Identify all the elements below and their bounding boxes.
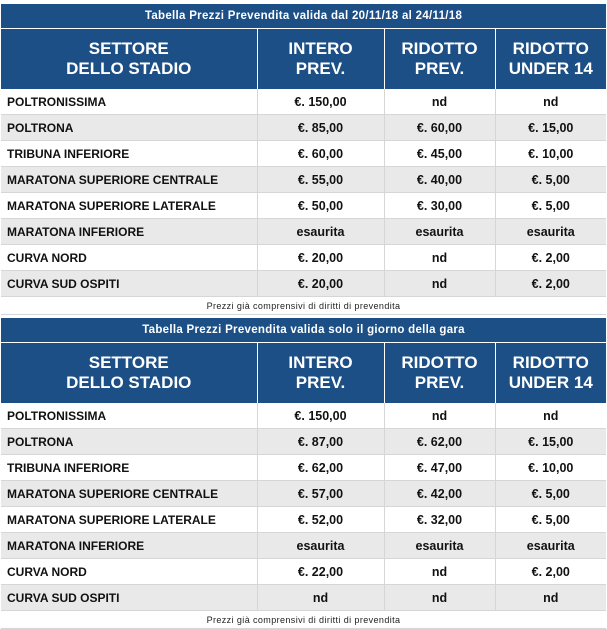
under14-price-cell: €. 5,00: [495, 193, 606, 219]
under14-price-cell: €. 15,00: [495, 115, 606, 141]
full-price-cell: €. 20,00: [257, 271, 384, 297]
sector-cell: MARATONA INFERIORE: [1, 533, 257, 559]
reduced-price-cell: nd: [384, 245, 495, 271]
full-price-cell: nd: [257, 585, 384, 611]
under14-price-cell: nd: [495, 585, 606, 611]
full-price-cell: €. 85,00: [257, 115, 384, 141]
header-sector: SETTORE DELLO STADIO: [1, 29, 257, 90]
full-price-cell: €. 87,00: [257, 429, 384, 455]
header-under14-price: RIDOTTO UNDER 14: [495, 343, 606, 404]
full-price-cell: €. 57,00: [257, 481, 384, 507]
table-row: [1, 481, 606, 507]
reduced-price-cell: nd: [384, 89, 495, 115]
table-row: [1, 89, 606, 115]
reduced-price-cell: €. 42,00: [384, 481, 495, 507]
matchday-price-table: [1, 318, 606, 629]
sector-cell: CURVA NORD: [1, 559, 257, 585]
table-row: [1, 193, 606, 219]
table-row: [1, 585, 606, 611]
header-under14-price: RIDOTTO UNDER 14: [495, 29, 606, 90]
under14-price-cell: nd: [495, 89, 606, 115]
presale-price-table: [1, 4, 606, 315]
table-row: [1, 115, 606, 141]
under14-price-cell: €. 2,00: [495, 245, 606, 271]
sector-cell: CURVA NORD: [1, 245, 257, 271]
sector-cell: TRIBUNA INFERIORE: [1, 141, 257, 167]
table-row: [1, 219, 606, 245]
reduced-price-cell: esaurita: [384, 219, 495, 245]
table-title: Tabella Prezzi Prevendita valida solo il giorno della gara: [1, 318, 606, 343]
sector-cell: MARATONA SUPERIORE CENTRALE: [1, 481, 257, 507]
sector-cell: CURVA SUD OSPITI: [1, 585, 257, 611]
reduced-price-cell: nd: [384, 559, 495, 585]
full-price-cell: €. 62,00: [257, 455, 384, 481]
reduced-price-cell: €. 47,00: [384, 455, 495, 481]
under14-price-cell: €. 2,00: [495, 559, 606, 585]
reduced-price-cell: nd: [384, 585, 495, 611]
sector-cell: MARATONA INFERIORE: [1, 219, 257, 245]
under14-price-cell: esaurita: [495, 533, 606, 559]
full-price-cell: €. 55,00: [257, 167, 384, 193]
under14-price-cell: €. 15,00: [495, 429, 606, 455]
sector-cell: POLTRONISSIMA: [1, 89, 257, 115]
full-price-cell: €. 20,00: [257, 245, 384, 271]
sector-cell: TRIBUNA INFERIORE: [1, 455, 257, 481]
under14-price-cell: €. 10,00: [495, 455, 606, 481]
full-price-cell: €. 50,00: [257, 193, 384, 219]
table-row: [1, 141, 606, 167]
header-full-price: INTERO PREV.: [257, 29, 384, 90]
reduced-price-cell: €. 30,00: [384, 193, 495, 219]
table-row: [1, 455, 606, 481]
under14-price-cell: €. 10,00: [495, 141, 606, 167]
table-row: [1, 167, 606, 193]
reduced-price-cell: €. 32,00: [384, 507, 495, 533]
header-reduced-price: RIDOTTO PREV.: [384, 343, 495, 404]
reduced-price-cell: €. 40,00: [384, 167, 495, 193]
sector-cell: POLTRONISSIMA: [1, 403, 257, 429]
sector-cell: MARATONA SUPERIORE LATERALE: [1, 193, 257, 219]
under14-price-cell: €. 5,00: [495, 481, 606, 507]
sector-cell: POLTRONA: [1, 115, 257, 141]
full-price-cell: €. 22,00: [257, 559, 384, 585]
reduced-price-cell: nd: [384, 403, 495, 429]
reduced-price-cell: €. 45,00: [384, 141, 495, 167]
full-price-cell: €. 150,00: [257, 403, 384, 429]
full-price-cell: esaurita: [257, 533, 384, 559]
under14-price-cell: €. 5,00: [495, 167, 606, 193]
table-note: Prezzi già comprensivi di diritti di prevendita: [1, 611, 606, 629]
table-row: [1, 403, 606, 429]
table-row: [1, 533, 606, 559]
table-row: [1, 559, 606, 585]
table-row: [1, 271, 606, 297]
reduced-price-cell: €. 60,00: [384, 115, 495, 141]
table-note: Prezzi già comprensivi di diritti di prevendita: [1, 297, 606, 315]
full-price-cell: esaurita: [257, 219, 384, 245]
table-row: [1, 245, 606, 271]
reduced-price-cell: €. 62,00: [384, 429, 495, 455]
full-price-cell: €. 52,00: [257, 507, 384, 533]
table-row: [1, 429, 606, 455]
reduced-price-cell: esaurita: [384, 533, 495, 559]
under14-price-cell: €. 2,00: [495, 271, 606, 297]
under14-price-cell: nd: [495, 403, 606, 429]
header-sector: SETTORE DELLO STADIO: [1, 343, 257, 404]
header-reduced-price: RIDOTTO PREV.: [384, 29, 495, 90]
table-title: Tabella Prezzi Prevendita valida dal 20/11/18 al 24/11/18: [1, 4, 606, 29]
under14-price-cell: esaurita: [495, 219, 606, 245]
sector-cell: POLTRONA: [1, 429, 257, 455]
full-price-cell: €. 150,00: [257, 89, 384, 115]
table-row: [1, 507, 606, 533]
header-full-price: INTERO PREV.: [257, 343, 384, 404]
under14-price-cell: €. 5,00: [495, 507, 606, 533]
sector-cell: MARATONA SUPERIORE CENTRALE: [1, 167, 257, 193]
sector-cell: MARATONA SUPERIORE LATERALE: [1, 507, 257, 533]
sector-cell: CURVA SUD OSPITI: [1, 271, 257, 297]
full-price-cell: €. 60,00: [257, 141, 384, 167]
reduced-price-cell: nd: [384, 271, 495, 297]
